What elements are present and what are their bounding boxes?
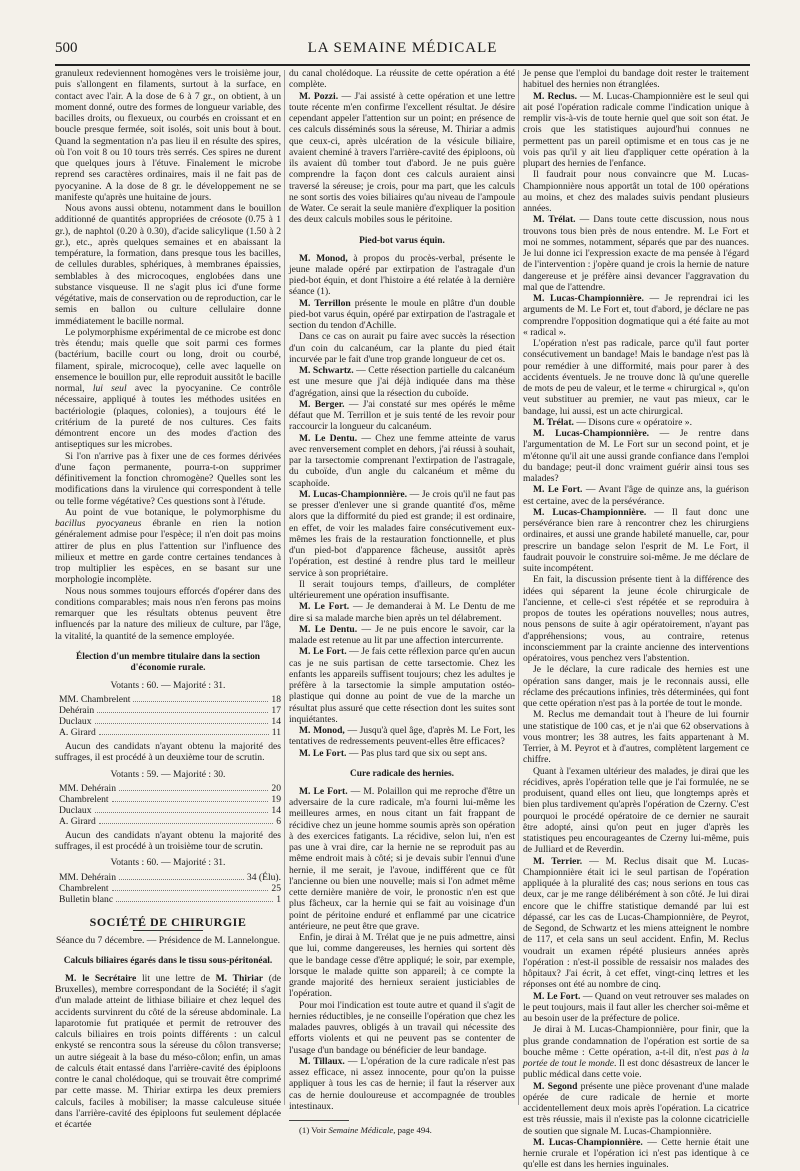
paragraph — [289, 748, 515, 759]
vote-value: 14 — [271, 716, 281, 727]
speaker-name: M. Berger. — [299, 398, 345, 410]
candidate-name: A. Girard — [59, 815, 96, 827]
paragraph: granuleux redeviennent homogènes vers le troisième jour, puis s'allongent en filaments, surtout à la surface, en contact avec l'air. A la dose de 6 à 7 gr., on obtient, à un moment donné, outre des formes de longueur variable, des bacilles droits, ou flexueux, ou courbés en croissant et en boucle presque fermée, soit isolés, soit unis bout à bout. Quand la segmentation n'a pas lieu il en résulte des spires, où l'on voit 8 ou 10 tours très serrés. Ces spires ne durent que quelques jours à l'étuve. Finalement le microbe reprend ses caractères ordinaires, mais il ne fait pas de pyocyanine. A la dose de 8 gr. le développement ne se manifeste qu'après une huitaine de jours. — [55, 68, 281, 203]
paragraph: du canal cholédoque. La réussite de cette opération a été complète. — [289, 68, 515, 91]
candidate-name: Duclaux — [59, 716, 92, 727]
speaker-name: M. Le Fort. — [299, 601, 350, 613]
society-title: SOCIÉTÉ DE CHIRURGIE — [89, 914, 247, 929]
text-run: — L'opération de la cure radicale n'est pas assez efficace, ni assez innocente, pour qu'on la puisse appliquer à tous les cas de hernie; il faut la réserver aux cas de hernie douloureuse et accompagnée de troubles intestinaux. — [289, 1055, 515, 1112]
candidate-name: Chambrelent — [59, 793, 109, 805]
paragraph — [523, 91, 749, 170]
paragraph — [289, 298, 515, 332]
speaker-name: M. Tillaux. — [299, 1055, 345, 1067]
paragraph — [523, 1024, 749, 1080]
tally-row — [55, 872, 281, 883]
tally-row — [55, 694, 281, 705]
speaker-name: M. Trélat. — [533, 416, 574, 428]
election-heading: Élection d'un membre titulaire dans la section d'économie rurale. — [75, 651, 261, 673]
candidate-name: Bulletin blanc — [59, 893, 114, 905]
speaker-name: M. Le Dentu. — [299, 432, 358, 444]
paragraph — [289, 433, 515, 489]
paragraph — [523, 1081, 749, 1137]
tally-row — [55, 716, 281, 727]
page-number: 500 — [55, 40, 78, 56]
footnote-rule — [289, 1120, 349, 1121]
vote-count: Votants : 59. — Majorité : 30. — [110, 768, 226, 780]
speaker-name: M. Le Fort. — [299, 646, 347, 658]
paragraph — [289, 399, 515, 433]
header-rule — [55, 64, 750, 66]
text-run: (1) Voir — [299, 1125, 329, 1135]
speaker-name: M. Trélat. — [533, 214, 576, 226]
leader-dots — [133, 694, 268, 702]
paragraph — [289, 624, 515, 647]
paragraph: Si l'on n'arrive pas à fixer une de ces formes dérivées d'une façon permanente, pourra-t-on supprimer définitivement la fonction chromogène? Quelles sont les modifications dans la virulence qui correspondent à telle ou telle forme végétative? Ces questions sont à l'étude. — [55, 450, 281, 507]
leader-dots — [99, 816, 273, 824]
text-run: — Pas plus tard que six ou sept ans. — [346, 747, 488, 759]
vote-value: 17 — [271, 705, 281, 716]
paragraph: M. Reclus me demandait tout à l'heure de lui fournir une statistique de 100 cas, et je n'ai que 62 observations à vous montrer; les 38 autres, les faits appartenant à M. Terrier, à M. Peyrot et à d'autres, complètent largement ce chiffre. — [523, 709, 749, 766]
vote-value: 1 — [276, 893, 281, 905]
text-run: — Je reprendrai ici les arguments de M. Le Fort et, tout d'abord, je déclare ne pas comprendre l'opposition dogmatique qui a été faite au mot « radical ». — [523, 293, 749, 338]
tally-row — [55, 794, 281, 805]
leader-dots — [119, 872, 244, 880]
paragraph — [523, 991, 749, 1025]
leader-dots — [116, 894, 273, 902]
italic-run: bacillus pyocyaneus — [55, 518, 142, 529]
paragraph: Aucun des candidats n'ayant obtenu la majorité des suffrages, il est procédé à un troisième tour de scrutin. — [55, 829, 281, 852]
paragraph — [523, 856, 749, 991]
text-run: — J'ai constaté sur mes opérés le même défaut que M. Terrillon et je suis tenté de les revoir pour raccourcir la longueur du calcanéum. — [289, 398, 515, 433]
text-run: — Je demanderai à M. Le Dentu de me dire si sa malade marche bien après un tel délabrement. — [289, 601, 515, 624]
vote-value: 18 — [271, 694, 281, 705]
vote-count: Votants : 60. — Majorité : 31. — [110, 857, 226, 869]
text-run: — Il faut donc une persévérance bien rare à rencontrer chez les chirurgiens ordinaires, et aussi une grande habileté manuelle, car, pour prescrire un bandage selon l'esprit de M. Le Fort, il faudrait pouvoir le construire soi-même. Je me déclare de suite incompétent. — [523, 506, 749, 574]
speaker-name: M. Lucas-Championnière. — [533, 1136, 643, 1148]
candidate-name: MM. Dehérain — [59, 782, 117, 794]
text-run: — Je crois qu'il ne faut pas se presser d'enlever une si grande quantité d'os, même alors que la difformité du pied est grande; il est ordinaire, en effet, de voir les malades faire consécutivement eux-mêmes les frais de la restauration fonctionnelle, et plus d'un pied-bot d'apparence fâcheuse, aussitôt après l'opération, est destiné à rendre plus tard le meilleur service à son propriétaire. — [289, 488, 515, 579]
column-middle — [289, 68, 516, 1135]
candidate-name: A. Girard — [59, 727, 96, 738]
text-run: présente une pièce provenant d'une malade opérée de cure radicale de hernie et morte accidentellement deux mois après l'opération. La cicatrice est très réussie, mais il n'existe pas la colonne cicatricielle de soutien que signale M. Lucas-Championnière. — [523, 1080, 749, 1137]
candidate-name: Duclaux — [59, 804, 92, 816]
vote-value: 6 — [276, 815, 281, 827]
leader-dots — [99, 727, 269, 735]
text-run: — Chez une femme atteinte de varus avec renversement complet en dehors, j'ai réussi à souhait, par la tarsectomie comprenant l'extirpation de l'astragale, du cuboïde, d'un angle du calcanéum et même du scaphoïde. — [289, 432, 516, 489]
paragraph: Dans ce cas on aurait pu faire avec succès la résection d'un coin du calcanéum, car la plante du pied était incurvée par le fait d'une trop grande longueur de cet os. — [289, 331, 515, 365]
italic-run: pas à la portée de tout le monde — [523, 1046, 749, 1069]
paragraph: Quant à l'examen ultérieur des malades, je dirai que les récidives, après l'opération telle que je l'ai formulée, ne se produisent, quand elles ont lieu, que longtemps après et bien plus tardivement qu'après l'opération de Czerny. C'est pourquoi le procédé opératoire de ce dernier ne saurait être adopté, ainsi qu'on peut en juger d'après les statistiques peu encourageantes de Czerny lui-même, puis de Julliard et de Reverdin. — [523, 765, 749, 856]
vote-tally — [55, 872, 281, 905]
paragraph: Nous nous sommes toujours efforcés d'opérer dans des conditions comparables; mais nous n'en ferons pas moins remarquer que les résultats obtenus peuvent être influencés par la nature des milieux de culture, par l'âge, la vitalité, la quantité de la semence employée. — [55, 585, 281, 642]
speaker-name: M. Le Fort. — [533, 990, 581, 1002]
leader-dots — [95, 805, 269, 813]
speaker-name: M. Pozzi. — [299, 90, 339, 102]
page-header — [55, 40, 750, 62]
vote-value: 11 — [271, 727, 281, 738]
vote-value: 19 — [271, 793, 281, 805]
text-run: (de Bruxelles), membre correspondant de la Société; il s'agit d'un malade atteint de lithiase biliaire et chez lequel des accidents survinrent du côté de la séreuse abdominale. La laparotomie fut pratiquée et permit de retrouver des calculs biliaires en trois points différents : un calcul enkysté se rencontra sous la séreuse du côlon transverse; un autre siégeait à la base du méso-côlon; enfin, un amas de calculs était entassé dans l'arrière-cavité des épiploons contre le canal cholédoque, qui se trouvait être comprimé par cette masse. M. Thiriar extirpa les deux premiers calculs, faciles à mobiliser; la masse calculeuse située dans l'arrière-cavité des épiploons fut seulement déplacée et écartée — [55, 972, 281, 1130]
text-run: — Je ne puis encore le savoir, car la malade est retenue au lit par une affection intercurrente. — [289, 623, 515, 646]
paragraph: Je le déclare, la cure radicale des hernies est une opération sans danger, mais je le reconnais aussi, elle réclame des précautions infinies, très déterminées, qui font que cette opération n'est pas à la portée de tout le monde. — [523, 664, 749, 709]
italic-run: lui seul — [92, 383, 127, 394]
paragraph — [523, 507, 749, 575]
paragraph: En fait, la discussion présente tient à la différence des idées qui séparent la jeune école chirurgicale de l'ancienne, et celle-ci s'est répétée et se reproduira à propos de toutes les opérations nouvelles; nous autres, nous pensons de suite à agir opératoirement, n'ayant pas d'appréhensions; vous, au contraire, retenus inconsciemment par la crainte ancienne des interventions opératoires, vous penchez vers l'abstention. — [523, 574, 749, 664]
text-run: Au point de vue botanique, le polymorphisme du — [65, 506, 281, 518]
paragraph — [523, 417, 749, 428]
column-left — [55, 68, 282, 1130]
column-divider — [284, 70, 285, 1105]
text-run: — Jusqu'à quel âge, d'après M. Le Fort, les tentatives de redressements peuvent-elles être efficaces? — [289, 725, 515, 748]
speaker-name: M. Lucas-Championnière. — [533, 293, 644, 304]
speaker-name: M. Schwartz. — [299, 365, 354, 376]
paragraph — [289, 725, 515, 748]
paragraph — [289, 601, 515, 624]
speaker-name: M. Le Dentu. — [299, 623, 358, 635]
speaker-name: M. Terrillon — [299, 297, 351, 309]
speaker-name: M. le Secrétaire — [65, 972, 137, 984]
leader-dots — [97, 705, 268, 713]
paragraph: Il serait toujours temps, d'ailleurs, de compléter ultérieurement une opération insuffisante. — [289, 578, 515, 601]
vote-value: 34 (Élu). — [246, 871, 281, 883]
text-run: — Dans toute cette discussion, nous nous trouvons tous bien près de nous entendre. M. Le Fort et moi ne sommes, notamment, séparés que par des nuances. Je lui donne ici l'expression exacte de ma pensée à l'égard de l'intervention : j'opère quand je crois la hernie de nature dangereuse et je préfère ainsi devancer l'aggravation du mal que de l'attendre. — [523, 214, 750, 293]
text-run: — Disons cure « opératoire ». — [573, 416, 692, 428]
speaker-name: M. Lucas-Championnière. — [299, 488, 407, 500]
candidate-name: MM. Chambrelent — [59, 694, 131, 705]
paragraph — [289, 91, 515, 226]
leader-dots — [112, 883, 269, 891]
speaker-name: M. Le Fort. — [299, 747, 347, 759]
vote-count: Votants : 60. — Majorité : 31. — [110, 679, 226, 691]
column-divider — [518, 70, 519, 1105]
candidate-name: MM. Dehérain — [59, 871, 117, 883]
speaker-name: M. Terrier. — [533, 855, 583, 867]
text-run: , page 494. — [393, 1125, 432, 1135]
footnote — [289, 1125, 515, 1136]
speaker-name: M. Monod, — [299, 725, 345, 736]
topic-heading: Calculs biliaires égarés dans le tissu sous-péritonéal. — [63, 955, 273, 966]
society-heading — [55, 914, 281, 931]
tally-row — [55, 816, 281, 827]
speaker-name: M. Lucas-Championnière. — [533, 506, 647, 518]
paragraph: Pour moi l'indication est toute autre et quand il s'agit de hernies réductibles, je ne conseille l'opération que chez les malades pauvres, obligés à un travail qui nécessite des efforts violents et qui ne peuvent pas se contenter de l'usage d'un bandage ou bénéficier de leur bandage. — [289, 999, 515, 1056]
text-run: ébranle en rien la notion généralement admise pour l'espèce; il n'en doit pas moins attirer de plus en plus l'attention sur l'influence des milieux et mettre en garde contre certaines tendances à trop multiplier les espèces, en se basant sur une morphologie incomplète. — [55, 518, 282, 586]
heading-rule — [133, 930, 203, 931]
vote-tally — [55, 783, 281, 827]
paragraph — [289, 489, 515, 579]
candidate-name: Chambrelent — [59, 882, 109, 894]
speaker-name: M. Lucas-Championnière. — [533, 428, 649, 439]
italic-run: Semaine Médicale — [328, 1125, 394, 1135]
paragraph — [55, 507, 281, 586]
seance-line: Séance du 7 décembre. — Présidence de M. Lannelongue. — [55, 934, 281, 946]
vote-value: 14 — [271, 804, 281, 816]
speaker-name: M. Thiriar — [215, 972, 263, 984]
topic-heading: Cure radicale des hernies. — [350, 768, 454, 779]
text-run: . Il est donc désastreux de lancer le public médical dans cette voie. — [523, 1058, 749, 1081]
topic-heading: Pied-bot varus équin. — [359, 235, 445, 246]
text-run: Le polymorphisme expérimental de ce microbe est donc très étendu; mais quelle que soit parmi ces formes (bactérium, bacille court ou long, droit ou courbé, filament, spirale, microcoque), celle avec laquelle on ensemence le bouillon pur, elle reproduit aussitôt le bacille normal, — [55, 326, 281, 394]
column-right — [523, 68, 750, 1171]
speaker-name: M. Le Fort. — [299, 785, 348, 797]
vote-value: 20 — [271, 782, 281, 794]
leader-dots — [119, 783, 268, 791]
leader-dots — [95, 716, 269, 724]
text-run: Je dirai à M. Lucas-Championnière, pour finir, que la plus grande condamnation de l'opération est sortie de sa bouche même : Cette opération, a-t-il dit, n'est — [523, 1024, 749, 1058]
text-run: — M. Polaillon qui me reproche d'être un adversaire de la cure radicale, m'a fourni lui-même les meilleures armes, en nous citant un fait frappant de récidive chez un jeune homme soumis après son opération à des exercices fatigants. La récidive, selon lui, n'en est pas une à vrai dire, car la hernie ne se reproduit pas au même endroit mais à côté; si je devais subir l'ennui d'une hernie, il me serait, je l'avoue, indifférent que ce fût l'ancienne ou bien une nouvelle; mais si l'on admet même cette dernière manière de voir, le pronostic n'en est que plus fâcheux, car la hernie qui se fait au voisinage d'un point de péritoine enduré et enflammé par une cicatrice antérieure, ne peut être que grave. — [289, 785, 515, 932]
paragraph — [289, 786, 515, 932]
paragraph: Nous avons aussi obtenu, notamment dans le bouillon additionné de quantités appropriées de créosote (0.75 à 1 gr.), de naphtol (0.20 à 0.30), d'acide salicylique (1.50 à 2 gr.), etc., après quelques semaines et en abaissant la température, la formation, dans presque tous les bacilles, de cellules durables, sphériques, à membranes épaissies, semblables à des microcoques, englobées dans une substance visqueuse. Il ne s'agit plus ici d'une forme végétative, mais de conservation ou de reproduction, car le semis en ballon ou culture cellulaire donne immédiatement le bacille normal. — [55, 203, 281, 327]
paragraph — [523, 1137, 749, 1171]
paragraph — [289, 365, 515, 399]
paragraph: Il faudrait pour nous convaincre que M. Lucas-Championnière nous apportât un total de 100 opérations au moins, et chez des malades suivis pendant plusieurs années. — [523, 169, 749, 214]
text-run: avec la pyocyanine. Ce contrôle nécessaire, appliqué à toutes les méthodes usitées en bactériologie (plaques, colonies), a toujours été le critérium de la pureté de nos cultures. Ces faits démontrent encore un des modes d'action des antiseptiques sur les microbes. — [55, 383, 282, 451]
text-run: — Avant l'âge de quinze ans, la guérison est certaine, avec de la persévérance. — [523, 484, 749, 507]
text-run: — Cette hernie était une hernie crurale et l'opération ici n'est pas identique à ce qu'elle est dans les hernies inguinales. — [523, 1136, 750, 1171]
paragraph — [523, 293, 749, 338]
paragraph: Enfin, je dirai à M. Trélat que je ne puis admettre, ainsi que lui, comme dangereuses, les hernies qui sortent dès que le bandage cesse d'être appliqué; le soir, par exemple, lorsque le malade quitte son appareil; à ce compte la grande majorité des hernieux seraient justiciables de l'opération. — [289, 932, 515, 1000]
paragraph: L'opération n'est pas radicale, parce qu'il faut porter consécutivement un bandage! Mais le bandage n'est pas là pour remédier à une difformité, mais pour parer à des accidents éventuels. Je ne trouve donc là qu'une querelle de mots de peu de valeur, et le terme « chirurgical », qu'on veut substituer au premier, ne vaut pas mieux, car le bandage, lui aussi, est un acte chirurgical. — [523, 338, 749, 417]
tally-row — [55, 705, 281, 716]
tally-row — [55, 783, 281, 794]
paragraph: Aucun des candidats n'ayant obtenu la majorité des suffrages, il est procédé à un deuxième tour de scrutin. — [55, 741, 281, 764]
text-run: — Je rentre dans l'argumentation de M. Le Fort sur un second point, et je m'étonne qu'il ait une aussi grande confiance dans l'emploi du bandage; peut-il donc vraiment guérir ainsi tous ses malades? — [523, 428, 749, 484]
text-run: présente le moule en plâtre d'un double pied-bot varus équin, opéré par extirpation de l'astragale et section du tendon d'Achille. — [289, 297, 515, 331]
paragraph — [289, 253, 515, 298]
paragraph — [523, 484, 749, 507]
speaker-name: M. Segond — [533, 1080, 578, 1092]
text-run: — J'ai assisté à cette opération et une lettre toute récente m'en confirme l'excellent résultat. Je désire cependant appeler l'attention sur un point; en présence de ces calculs disséminés sous la séreuse, M. Thiriar a admis que ceux-ci, après ulcération de la vésicule biliaire, avaient cheminé à travers l'arrière-cavité des épiploons, où ils avaient dû tomber tout d'abord. Je ne puis guère comprendre la façon dont ces calculs auraient ainsi traversé la séreuse; je crois, pour ma part, que les calculs ne sont sortis des voies biliaires qu'au niveau de l'ampoule de Water. Ce serait la seule manière d'expliquer la position des deux calculs mobiles sous le péritoine. — [289, 90, 515, 226]
paragraph — [55, 327, 281, 451]
text-run: — Je fais cette réflexion parce qu'en aucun cas je ne suis partisan de cette tarsectomie. Chez les enfants les appareils suffisent toujours; chez les adultes je préfère à la tarsectomie la simple amputation ostéo-plastique qui donne au point de vue de la marche un résultat plus assuré que cette résection dont les suites sont inquiétantes. — [289, 646, 515, 725]
text-run: — Cette résection partielle du calcanéum est une mesure que j'ai déjà indiquée dans ma thèse d'agrégation, ainsi que la résection du cuboïde. — [289, 365, 515, 399]
paragraph: Je pense que l'emploi du bandage doit rester le traitement habituel des hernies non étranglées. — [523, 68, 749, 91]
tally-row — [55, 883, 281, 894]
journal-title: LA SEMAINE MÉDICALE — [307, 40, 498, 56]
text-run: — M. Lucas-Championnière est le seul qui ait posé l'opération radicale comme l'indication unique à remplir vis-à-vis de toute hernie quel que soit son état. Je crois que les statistiques aujourd'hui connues ne permettent pas un pareil optimisme et en tous cas je ne vois pas qu'il y ait lieu d'appliquer cette opération à la plupart des hernies de l'enfance. — [523, 90, 749, 169]
paragraph — [289, 646, 515, 725]
text-run: — M. Reclus disait que M. Lucas-Championnière était ici le seul partisan de l'opération appliquée à la pluralité des cas; nous serions en tous cas deux, car je me range délibérément à son côté. Je lui dirai encore que le chiffre statistique demandé par lui est dépassé, car les cas de Lucas-Championnière, de Peyrot, de Segond, de Schwartz et les miens atteignent le nombre de 117, et cela sans un seul accident. Enfin, M. Reclus voudrait un examen répété plusieurs années après l'opération : n'est-il possible de ressaisir nos malades des hôpitaux? J'ai écrit, à cet effet, vingt-cinq lettres et les réponses ont été au nombre de cinq. — [523, 855, 749, 991]
text-run: lit une lettre de — [136, 972, 216, 984]
text-run: à propos du procès-verbal, présente le jeune malade opéré par extirpation de l'astragale d'un pied-bot équin, et dont l'histoire a été relatée à la dernière séance (1). — [289, 252, 515, 298]
speaker-name: M. Reclus. — [533, 90, 578, 102]
candidate-name: Dehérain — [59, 705, 95, 716]
leader-dots — [112, 794, 269, 802]
speaker-name: M. Monod, — [299, 252, 348, 264]
vote-value: 25 — [271, 882, 281, 894]
paragraph — [523, 428, 749, 484]
paragraph — [289, 1056, 515, 1112]
paragraph — [523, 214, 749, 293]
vote-tally — [55, 694, 281, 738]
speaker-name: M. Le Fort. — [533, 484, 583, 496]
tally-row — [55, 894, 281, 905]
paragraph — [55, 973, 281, 1131]
tally-row — [55, 805, 281, 816]
text-run: — Quand on veut retrouver ses malades on le peut toujours, mais il faut aller les chercher soi-même et au besoin user de la préfecture de police. — [523, 990, 749, 1024]
tally-row — [55, 727, 281, 738]
